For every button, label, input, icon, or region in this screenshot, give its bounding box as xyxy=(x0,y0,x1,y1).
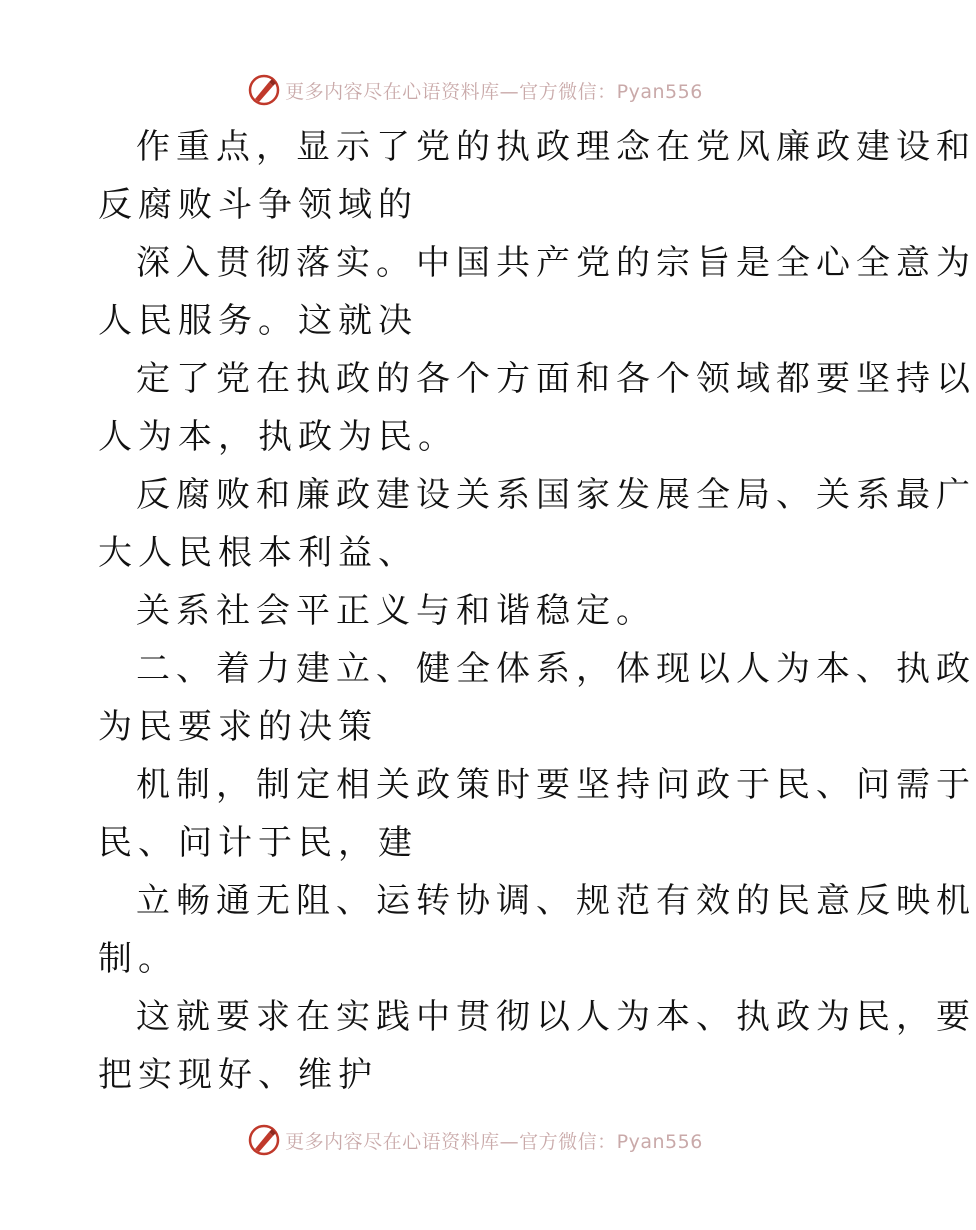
pen-logo-icon xyxy=(247,1123,281,1157)
body-line: 定了党在执政的各个方面和各个领域都要坚持以 xyxy=(136,359,976,399)
body-line: 人民服务。这就决 xyxy=(98,301,418,341)
body-line: 立畅通无阻、运转协调、规范有效的民意反映机 xyxy=(136,881,976,921)
body-line: 二、着力建立、健全体系，体现以人为本、执政 xyxy=(136,649,976,689)
body-line: 关系社会平正义与和谐稳定。 xyxy=(136,591,656,631)
body-line: 反腐败和廉政建设关系国家发展全局、关系最广 xyxy=(136,475,976,515)
body-line: 制。 xyxy=(98,939,178,979)
body-line: 作重点，显示了党的执政理念在党风廉政建设和 xyxy=(136,127,976,167)
footer-watermark-text: 更多内容尽在心语资料库—官方微信：Pyan556 xyxy=(285,1130,703,1153)
document-body xyxy=(98,118,976,1104)
body-line: 反腐败斗争领域的 xyxy=(98,185,418,225)
body-line: 人为本，执政为民。 xyxy=(98,417,458,457)
body-line: 民、问计于民，建 xyxy=(98,823,418,863)
body-line: 为民要求的决策 xyxy=(98,707,378,747)
body-line: 机制，制定相关政策时要坚持问政于民、问需于 xyxy=(136,765,976,805)
body-line: 把实现好、维护 xyxy=(98,1055,378,1095)
body-line: 大人民根本利益、 xyxy=(98,533,418,573)
header-watermark-text: 更多内容尽在心语资料库—官方微信：Pyan556 xyxy=(285,80,703,103)
body-line: 这就要求在实践中贯彻以人为本、执政为民，要 xyxy=(136,997,976,1037)
body-line: 深入贯彻落实。中国共产党的宗旨是全心全意为 xyxy=(136,243,976,283)
pen-logo-icon xyxy=(247,73,281,107)
header-watermark xyxy=(0,70,950,110)
footer-watermark xyxy=(0,1120,950,1160)
